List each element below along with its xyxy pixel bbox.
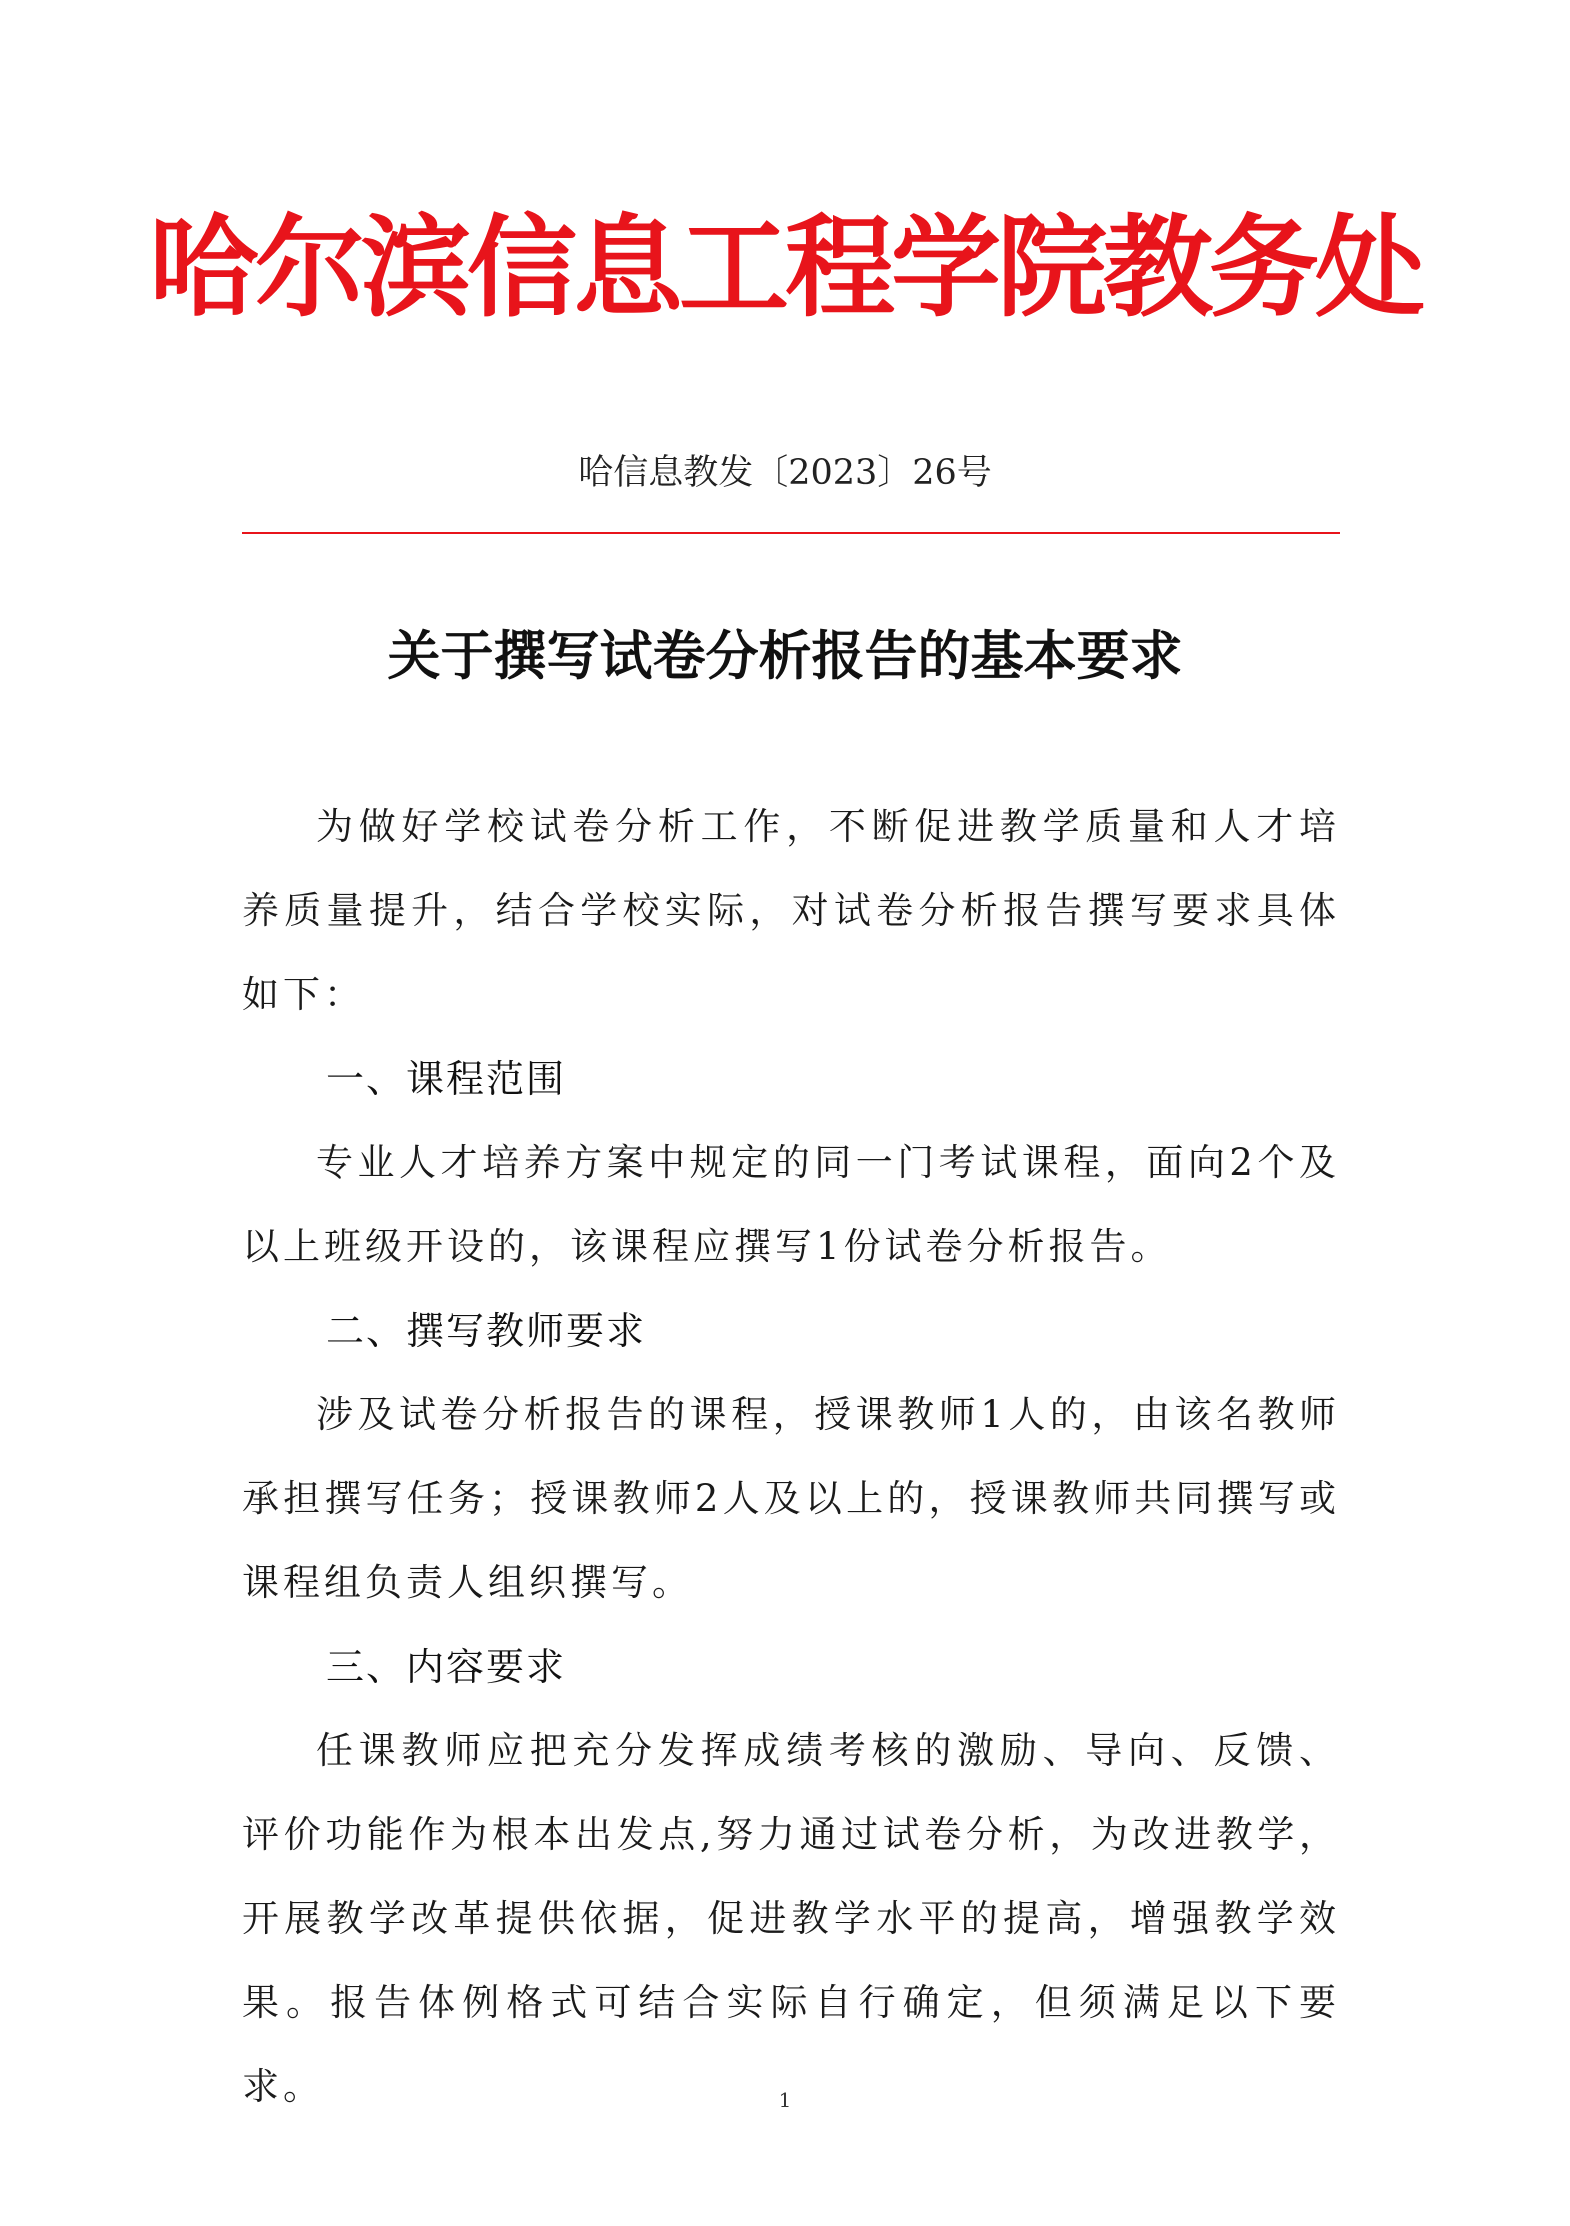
red-separator-line bbox=[242, 532, 1340, 534]
document-number: 哈信息教发〔2023〕26号 bbox=[578, 453, 992, 493]
section-text-course-scope: 专业人才培养方案中规定的同一门考试课程，面向2个及以上班级开设的，该课程应撰写1份试卷分析报告。 bbox=[242, 1141, 1340, 1268]
issuing-organization-header: 哈尔滨信息工程学院教务处 bbox=[149, 204, 1421, 332]
intro-paragraph: 为做好学校试卷分析工作，不断促进教学质量和人才培养质量提升，结合学校实际，对试卷分析报告撰写要求具体如下： bbox=[242, 805, 1340, 1016]
document-body bbox=[242, 785, 1340, 2129]
section-heading-teacher-requirements: 二、撰写教师要求 bbox=[326, 1309, 647, 1353]
section-text-content-requirements: 任课教师应把充分发挥成绩考核的激励、导向、反馈、评价功能作为根本出发点,努力通过试卷分析，为改进教学，开展教学改革提供依据，促进教学水平的提高，增强教学效果。报告体例格式可结合实际自行确定，但须满足以下要求。 bbox=[242, 1729, 1340, 2108]
section-heading-course-scope: 一、课程范围 bbox=[326, 1057, 567, 1101]
section-heading-content-requirements: 三、内容要求 bbox=[326, 1645, 567, 1689]
section-text-teacher-requirements: 涉及试卷分析报告的课程，授课教师1人的，由该名教师承担撰写任务；授课教师2人及以上的，授课教师共同撰写或课程组负责人组织撰写。 bbox=[242, 1393, 1340, 1604]
page-number: 1 bbox=[778, 2088, 792, 2112]
document-title: 关于撰写试卷分析报告的基本要求 bbox=[387, 625, 1183, 687]
